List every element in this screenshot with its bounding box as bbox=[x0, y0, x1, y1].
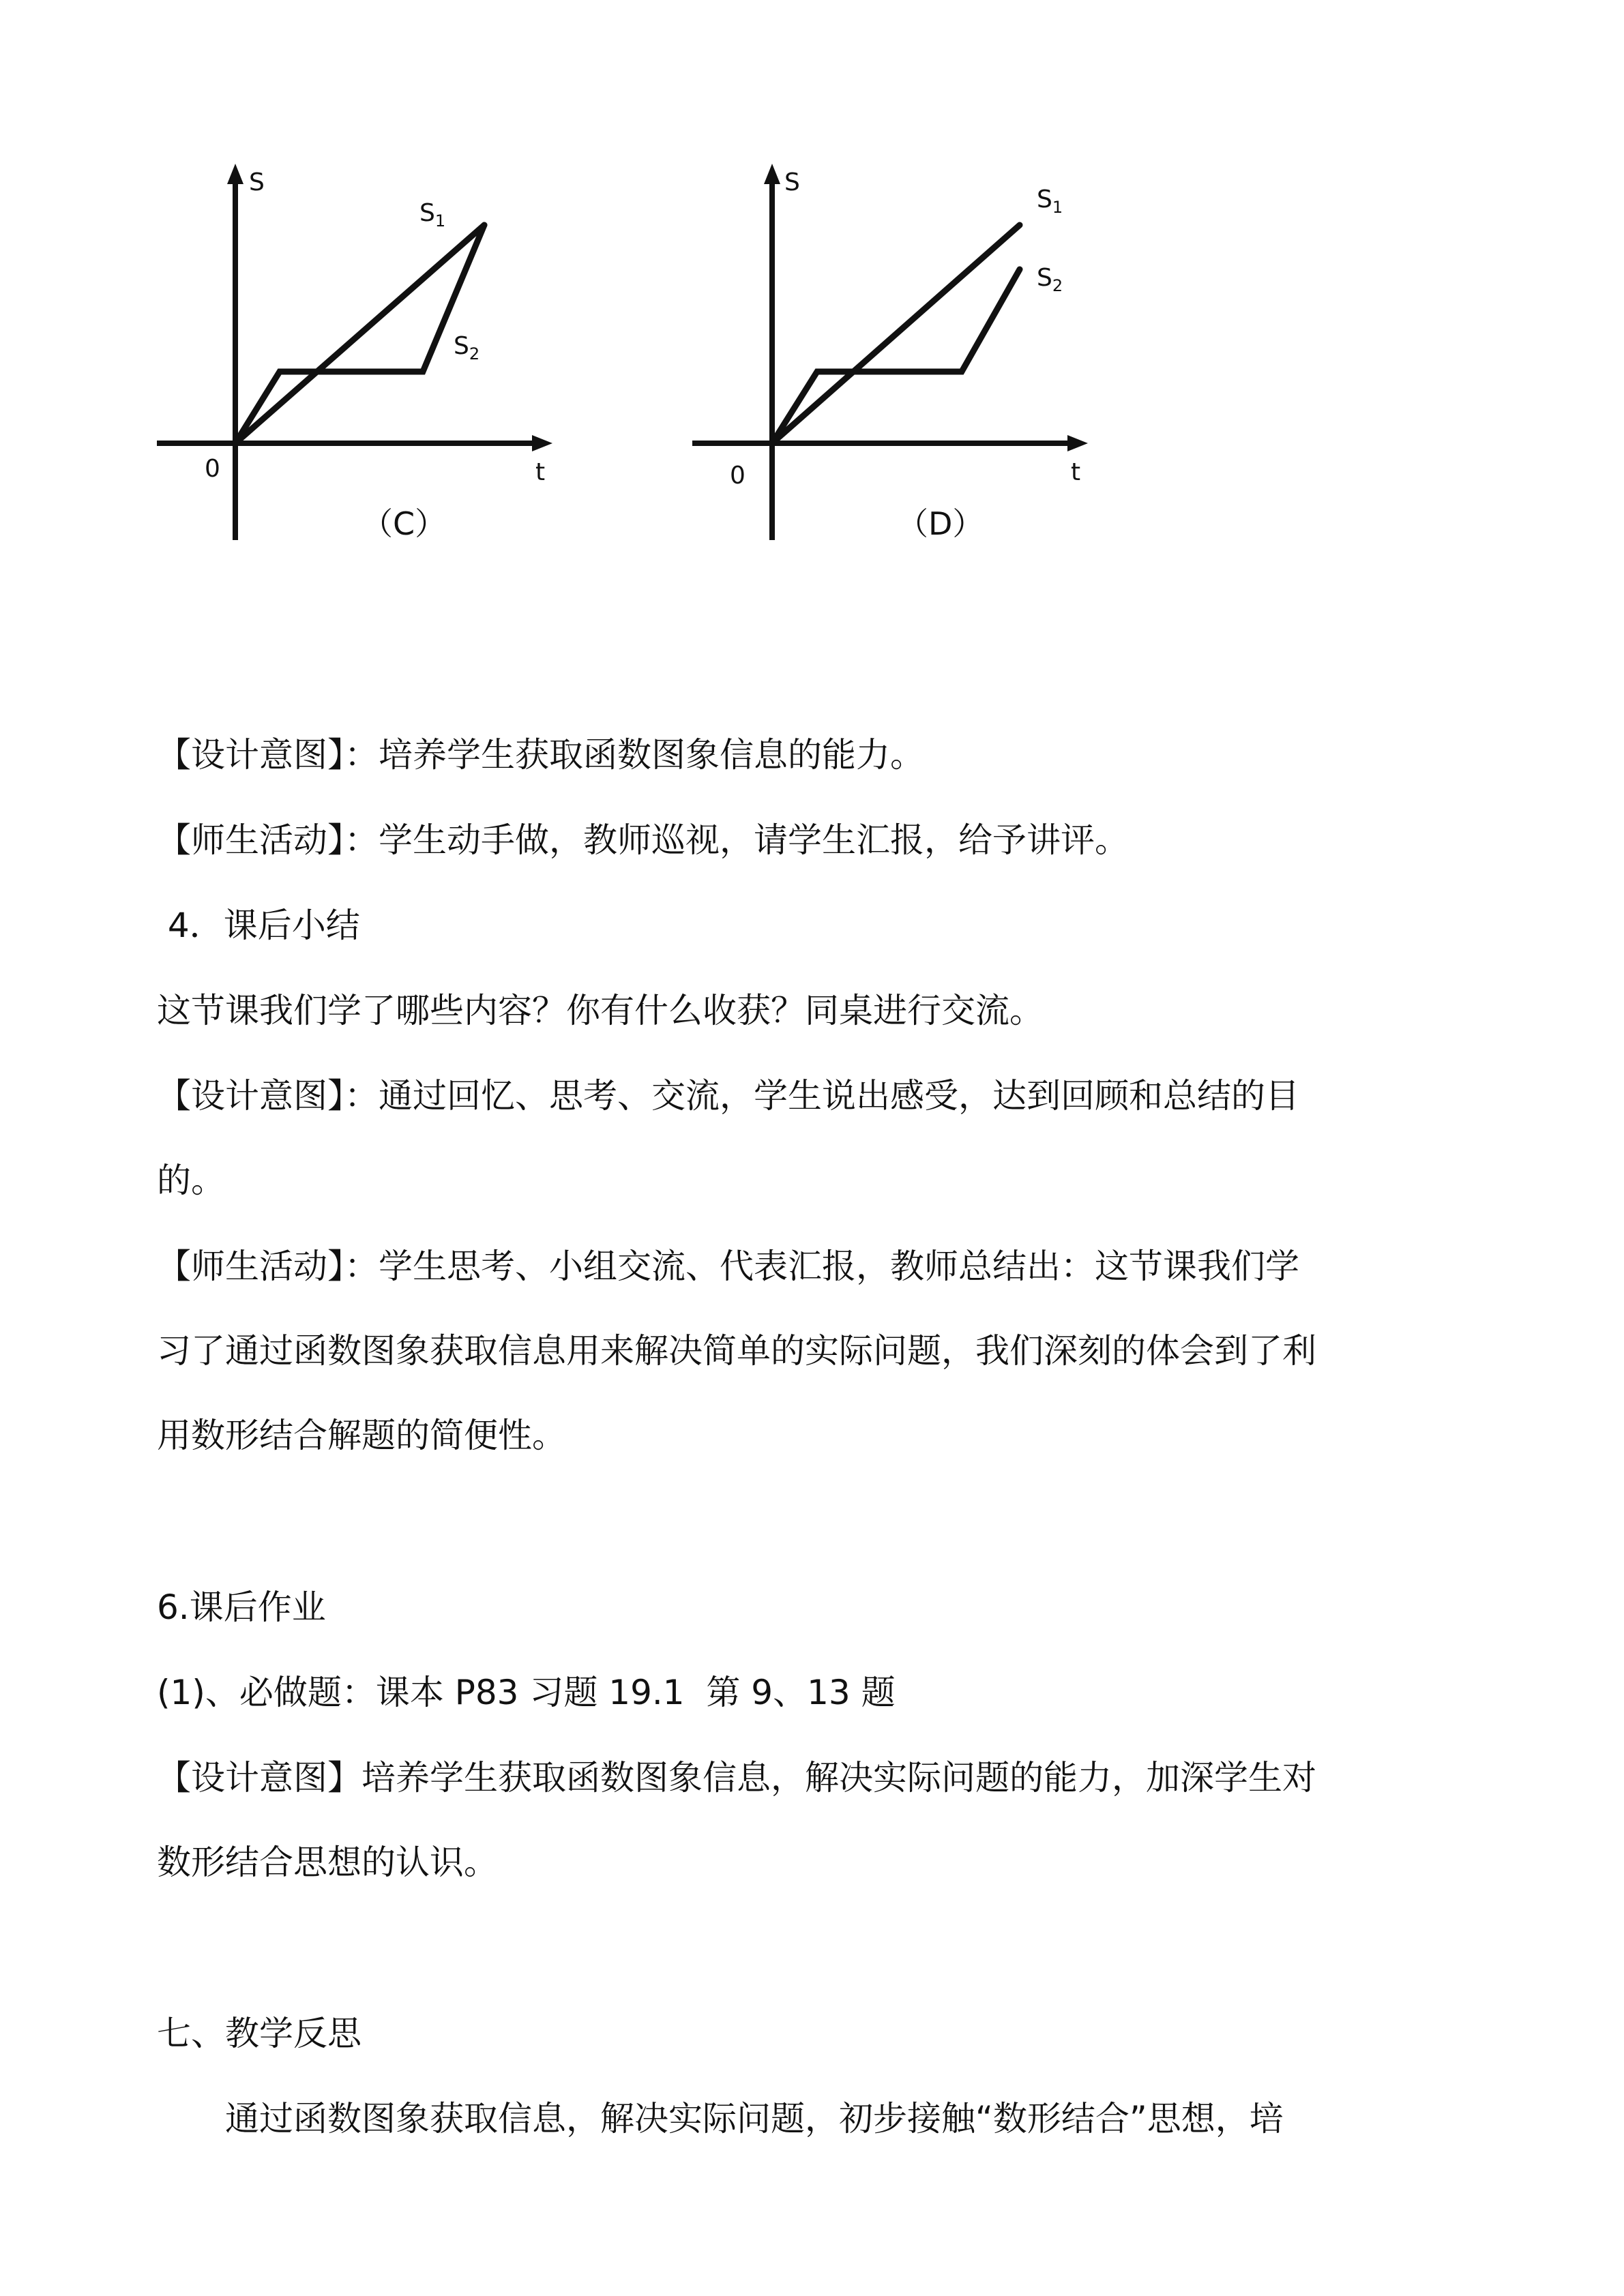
s1-label-text: S bbox=[1037, 185, 1052, 213]
s1-label-sub: 1 bbox=[434, 211, 446, 230]
reflection-heading: 七、教学反思 bbox=[157, 2014, 361, 2053]
graph-d-drawing bbox=[682, 157, 1119, 566]
s1-label-text: S bbox=[419, 199, 435, 227]
s1-line bbox=[235, 225, 484, 443]
activity-2-line-1: 【师生活动】：学生思考、小组交流、代表汇报，教师总结出：这节课我们学 bbox=[157, 1247, 1299, 1286]
y-axis-arrow bbox=[764, 164, 780, 184]
design-intent-3 bbox=[157, 1735, 1473, 1905]
x-axis-arrow bbox=[1067, 435, 1088, 451]
origin-label: 0 bbox=[205, 455, 220, 483]
activity-2-line-3: 用数形结合解题的简便性。 bbox=[157, 1416, 566, 1455]
s2-label-text: S bbox=[454, 332, 469, 360]
x-axis-label: t bbox=[535, 458, 546, 486]
reflection-text: 通过函数图象获取信息，解决实际问题，初步接触“数形结合”思想，培 bbox=[225, 2099, 1284, 2138]
s2-label-sub: 2 bbox=[469, 344, 480, 363]
activity-2 bbox=[157, 1224, 1473, 1478]
origin-label: 0 bbox=[730, 462, 745, 490]
s1-label bbox=[1037, 185, 1063, 217]
s2-line bbox=[772, 269, 1020, 443]
design-intent-2-line-2: 的。 bbox=[157, 1161, 225, 1200]
s1-label bbox=[419, 201, 445, 229]
s2-label bbox=[1037, 266, 1063, 294]
homework-item-1: (1)、必做题：课本 P83 习题 19.1 第 9、13 题 bbox=[157, 1673, 896, 1712]
s2-label bbox=[454, 334, 479, 362]
design-intent-1: 【设计意图】：培养学生获取函数图象信息的能力。 bbox=[157, 735, 924, 775]
y-axis-arrow bbox=[227, 164, 243, 184]
homework-heading: 6.课后作业 bbox=[157, 1587, 326, 1627]
design-intent-3-line-1: 【设计意图】培养学生获取函数图象信息，解决实际问题的能力，加深学生对 bbox=[157, 1758, 1316, 1798]
graph-caption: （D） bbox=[897, 505, 984, 542]
y-axis-label: S bbox=[249, 168, 265, 196]
summary-question: 这节课我们学了哪些内容？你有什么收获？同桌进行交流。 bbox=[157, 991, 1044, 1030]
design-intent-2-line-1: 【设计意图】：通过回忆、思考、交流，学生说出感受，达到回顾和总结的目 bbox=[157, 1076, 1299, 1116]
x-axis-label: t bbox=[1071, 458, 1081, 486]
activity-2-line-2: 习了通过函数图象获取信息用来解决简单的实际问题，我们深刻的体会到了利 bbox=[157, 1331, 1316, 1371]
y-axis-label: S bbox=[784, 168, 800, 196]
design-intent-2 bbox=[157, 1054, 1473, 1223]
graph-d bbox=[682, 157, 1119, 566]
x-axis-arrow bbox=[532, 435, 552, 451]
design-intent-3-line-2: 数形结合思想的认识。 bbox=[157, 1843, 498, 1882]
s2-label-text: S bbox=[1037, 264, 1052, 292]
s2-label-sub: 2 bbox=[1052, 276, 1063, 295]
graph-caption: （C） bbox=[361, 505, 447, 542]
s1-label-sub: 1 bbox=[1052, 198, 1063, 217]
graph-c bbox=[153, 157, 590, 566]
section-summary-heading: 4．课后小结 bbox=[157, 906, 360, 945]
activity-1: 【师生活动】：学生动手做，教师巡视，请学生汇报，给予讲评。 bbox=[157, 820, 1129, 860]
graph-c-drawing bbox=[153, 157, 590, 566]
